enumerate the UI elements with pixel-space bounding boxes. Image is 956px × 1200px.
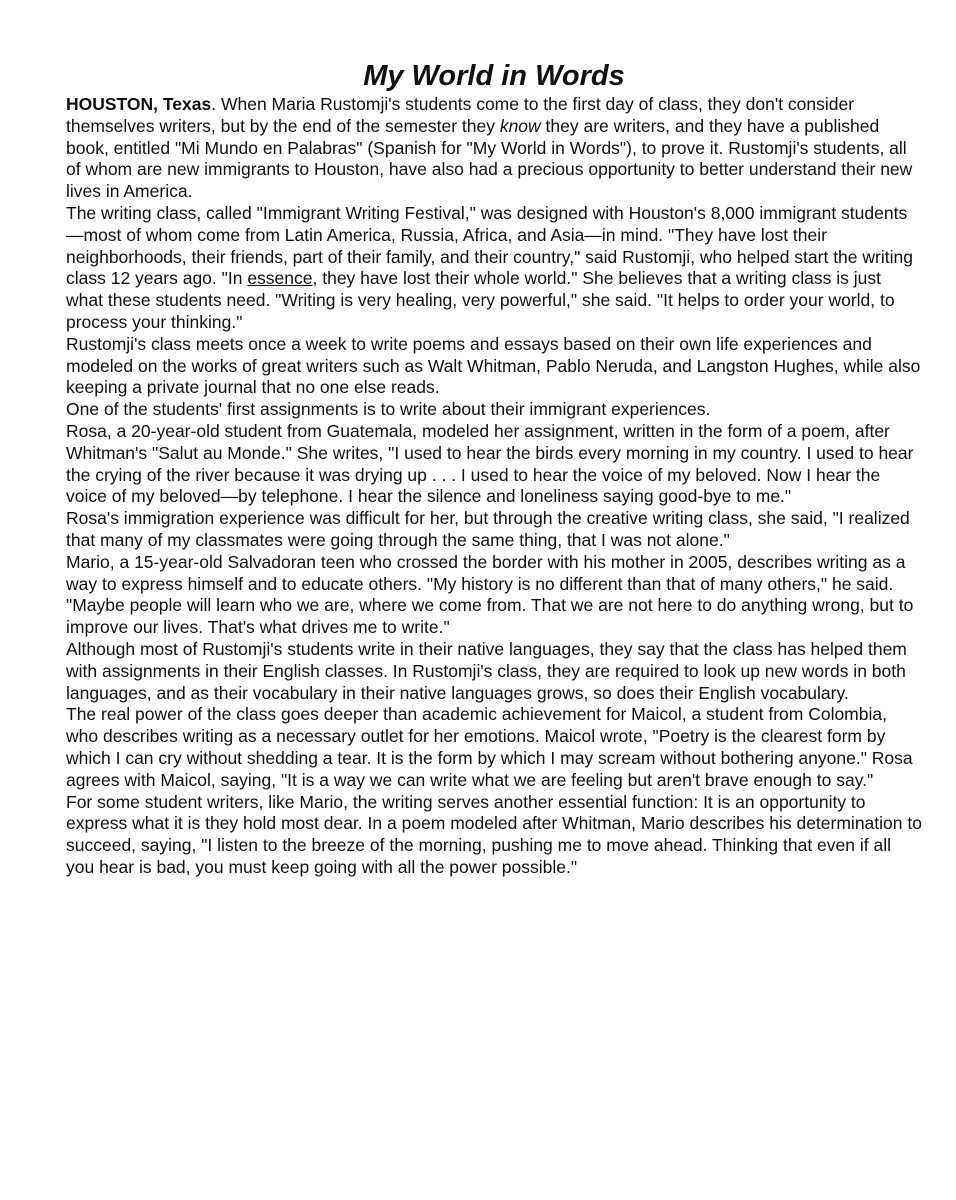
paragraph-1-text-b: they are writers, and they have a published book, entitled "Mi Mundo en Palabras" (Spanish for "My World in Words"), to prove it. Rustomji's students, all of whom are new immigrants to Houston, have also had a precious opportunity to better understand their new lives in America. xyxy=(66,115,913,202)
paragraph-10: For some student writers, like Mario, the writing serves another essential function: It is an opportunity to express what it is they hold most dear. In a poem modeled after Whitman, Mario describes his determination to succeed, saying, "I listen to the breeze of the morning, pushing me to move ahead. Thinking that even if all you hear is bad, you must keep going with all the power possible." xyxy=(66,791,922,877)
paragraph-1 xyxy=(66,94,922,203)
paragraph-2 xyxy=(66,203,922,334)
paragraph-8: Although most of Rustomji's students write in their native languages, they say that the class has helped them with assignments in their English classes. In Rustomji's class, they are required to look up new words in both languages, and as their vocabulary in their native languages grows, so does their English vocabulary. xyxy=(66,638,907,703)
paragraph-4: One of the students' first assignments is to write about their immigrant experiences. xyxy=(66,399,711,420)
paragraph-5: Rosa, a 20-year-old student from Guatemala, modeled her assignment, written in the form of a poem, after Whitman's "Salut au Monde." She writes, "I used to hear the birds every morning in my country. I used to hear the crying of the river because it was drying up . . . I used to hear the voice of my beloved. Now I hear the voice of my beloved—by telephone. I hear the silence and loneliness saying good-bye to me." xyxy=(66,420,914,507)
article xyxy=(66,58,922,879)
paragraph-2-text-b: , they have lost their whole world." She believes that a writing class is just what these students need. "Writing is very healing, very powerful," she said. "It helps to order your world, to process your thinking." xyxy=(66,268,895,332)
article-title: My World in Words xyxy=(363,60,625,92)
paragraph-9: The real power of the class goes deeper than academic achievement for Maicol, a student from Colombia, who describes writing as a necessary outlet for her emotions. Maicol wrote, "Poetry is the clearest form by which I can cry without shedding a tear. It is the form by which I may scream without bothering anyone." Rosa agrees with Maicol, saying, "It is a way we can write what we are feeling but aren't brave enough to say." xyxy=(66,704,913,790)
emphasis-know: know xyxy=(499,115,541,136)
paragraph-1-text-a: . When Maria Rustomji's students come to the first day of class, they don't consider themselves writers, but by the end of the semester they xyxy=(66,94,855,136)
paragraph-3: Rustomji's class meets once a week to write poems and essays based on their own life experiences and modeled on the works of great writers such as Walt Whitman, Pablo Neruda, and Langston Hughes, while also keeping a private journal that no one else reads. xyxy=(66,333,921,398)
dateline: HOUSTON, Texas xyxy=(66,94,212,114)
paragraph-2-text-a: The writing class, called "Immigrant Writing Festival," was designed with Houston's 8,000 immigrant students—most of whom come from Latin America, Russia, Africa, and Asia—in mind. "They have lost their neighborhoods, their friends, part of their family, and their country," said Rustomji, who helped start the writing class 12 years ago. "In xyxy=(66,202,913,289)
paragraph-7: Mario, a 15-year-old Salvadoran teen who crossed the border with his mother in 2005, describes writing as a way to express himself and to educate others. "My history is no different than that of many others," he said. "Maybe people will learn who we are, where we come from. That we are not here to do anything wrong, but to improve our lives. That's what drives me to write." xyxy=(66,551,914,638)
underlined-essence: essence xyxy=(247,268,313,289)
paragraph-6: Rosa's immigration experience was difficult for her, but through the creative writing class, she said, "I realized that many of my classmates were going through the same thing, that I was not alone." xyxy=(66,508,910,550)
